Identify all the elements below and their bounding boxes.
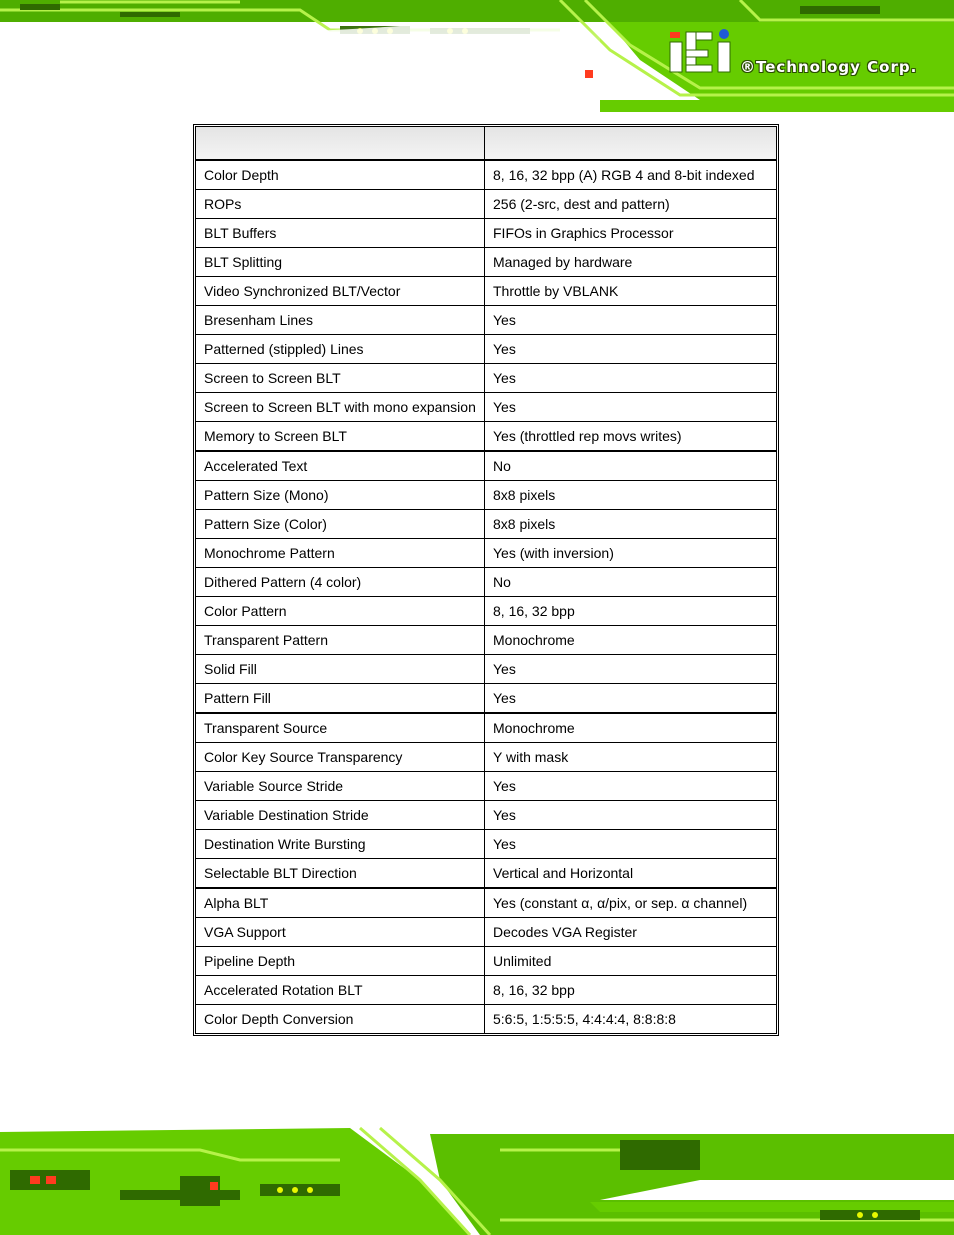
value-cell: No [485,568,776,597]
feature-cell: Memory to Screen BLT [196,422,485,451]
feature-cell: BLT Splitting [196,248,485,277]
feature-cell: Screen to Screen BLT with mono expansion [196,393,485,422]
value-cell: Yes (throttled rep movs writes) [485,422,776,451]
feature-cell: BLT Buffers [196,219,485,248]
table-row [196,772,776,801]
feature-cell: VGA Support [196,918,485,947]
table-row [196,422,776,451]
feature-cell: Color Key Source Transparency [196,743,485,772]
table-row [196,481,776,510]
feature-cell: Pattern Fill [196,684,485,713]
feature-cell: Dithered Pattern (4 color) [196,568,485,597]
feature-cell: Transparent Pattern [196,626,485,655]
feature-cell: Variable Source Stride [196,772,485,801]
table-row [196,713,776,743]
table-row [196,393,776,422]
feature-cell: Pattern Size (Mono) [196,481,485,510]
value-cell: Yes [485,335,776,364]
value-cell: Yes (constant α, α/pix, or sep. α channel) [485,888,776,918]
table-row [196,161,776,190]
feature-cell: Transparent Source [196,713,485,743]
table-row [196,655,776,684]
table-row [196,830,776,859]
value-cell: 8, 16, 32 bpp [485,597,776,626]
table-row [196,539,776,568]
value-cell: Monochrome [485,626,776,655]
feature-cell: Patterned (stippled) Lines [196,335,485,364]
table-row [196,1005,776,1033]
feature-cell: Pattern Size (Color) [196,510,485,539]
value-cell: Yes [485,306,776,335]
value-cell: Yes [485,684,776,713]
table-row [196,335,776,364]
header-banner [0,0,954,112]
value-cell: Yes (with inversion) [485,539,776,568]
table-row [196,306,776,335]
circuit-board-graphic-footer [0,1120,954,1235]
value-cell: 8, 16, 32 bpp (A) RGB 4 and 8-bit indexed [485,161,776,190]
feature-cell: Solid Fill [196,655,485,684]
footer-banner [0,1120,954,1235]
feature-cell: Color Depth [196,161,485,190]
table-header-feature [196,127,485,161]
value-cell: 8, 16, 32 bpp [485,976,776,1005]
feature-cell: Selectable BLT Direction [196,859,485,888]
table-row [196,626,776,655]
value-cell: Monochrome [485,713,776,743]
graphics-spec-table [195,126,777,1034]
value-cell: Managed by hardware [485,248,776,277]
feature-cell: Color Pattern [196,597,485,626]
table-row [196,684,776,713]
graphics-spec-table-wrapper [195,126,775,1034]
feature-cell: Video Synchronized BLT/Vector [196,277,485,306]
table-row [196,219,776,248]
value-cell: Yes [485,364,776,393]
table-row [196,743,776,772]
table-row [196,277,776,306]
feature-cell: Screen to Screen BLT [196,364,485,393]
value-cell: FIFOs in Graphics Processor [485,219,776,248]
table-header-value [485,127,776,161]
value-cell: Yes [485,801,776,830]
feature-cell: Monochrome Pattern [196,539,485,568]
feature-cell: Destination Write Bursting [196,830,485,859]
table-row [196,248,776,277]
feature-cell: Pipeline Depth [196,947,485,976]
table-row [196,451,776,481]
value-cell: 8x8 pixels [485,510,776,539]
feature-cell: ROPs [196,190,485,219]
table-header-row [196,127,776,161]
value-cell: Yes [485,393,776,422]
table-row [196,947,776,976]
table-row [196,597,776,626]
value-cell: Y with mask [485,743,776,772]
brand-name: ®Technology Corp. [740,58,918,76]
feature-cell: Accelerated Rotation BLT [196,976,485,1005]
value-cell: Throttle by VBLANK [485,277,776,306]
feature-cell: Alpha BLT [196,888,485,918]
feature-cell: Accelerated Text [196,451,485,481]
value-cell: Yes [485,655,776,684]
table-row [196,510,776,539]
value-cell: Yes [485,830,776,859]
value-cell: Vertical and Horizontal [485,859,776,888]
table-row [196,859,776,888]
value-cell: No [485,451,776,481]
table-row [196,888,776,918]
feature-cell: Variable Destination Stride [196,801,485,830]
value-cell: Unlimited [485,947,776,976]
table-row [196,568,776,597]
table-row [196,918,776,947]
value-cell: 5:6:5, 1:5:5:5, 4:4:4:4, 8:8:8:8 [493,1011,676,1027]
table-row [196,190,776,219]
value-cell: Yes [485,772,776,801]
value-cell: 8x8 pixels [485,481,776,510]
feature-cell: Bresenham Lines [196,306,485,335]
table-row [196,364,776,393]
table-row [196,801,776,830]
table-row [196,976,776,1005]
value-cell: Decodes VGA Register [485,918,776,947]
feature-cell: Color Depth Conversion [196,1005,485,1033]
value-cell: 256 (2-src, dest and pattern) [485,190,776,219]
